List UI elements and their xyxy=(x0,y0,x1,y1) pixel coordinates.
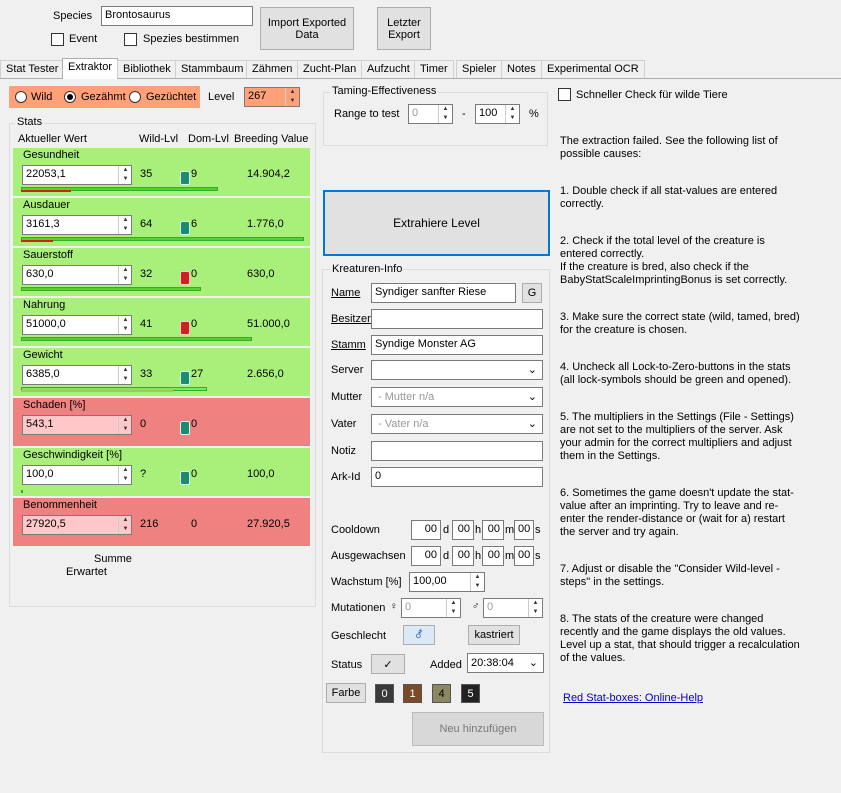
tab-stat-tester[interactable]: Stat Tester xyxy=(0,60,64,78)
stat-breeding-value: 100,0 xyxy=(247,468,275,480)
stat-spinner[interactable]: ▲ ▼ xyxy=(118,166,132,184)
stat-row-stamina xyxy=(13,198,310,246)
added-datetime[interactable] xyxy=(467,653,544,673)
stats-group-title: Stats xyxy=(17,116,43,128)
stat-name: Benommenheit xyxy=(23,499,97,511)
range-to-spinner[interactable]: ▲ ▼ xyxy=(505,105,519,123)
help-step-3: 3. Make sure the correct state (wild, tamed, bred) for the creature is chosen. xyxy=(560,311,800,336)
tamed-radio[interactable] xyxy=(64,91,76,103)
taming-group-title: Taming-Effectiveness xyxy=(332,85,437,97)
sex-label: Geschlecht xyxy=(331,630,387,642)
cooldown-seconds[interactable]: 00 xyxy=(514,520,534,540)
help-step-5: 5. The multipliers in the Settings (File - Settings) are not set to the multipliers of the server. Ask your admin for the correct multipliers and adjust them in the Settings. xyxy=(560,411,794,462)
name-label[interactable]: Name xyxy=(331,287,361,299)
quick-check-label: Schneller Check für wilde Tiere xyxy=(576,89,728,101)
grown-days[interactable]: 00 xyxy=(411,546,441,566)
stat-value-input[interactable]: 543,1 xyxy=(22,415,132,435)
stat-value-input[interactable]: 630,0 xyxy=(22,265,132,285)
minutes-unit: m xyxy=(505,524,515,536)
color-button[interactable]: Farbe xyxy=(326,683,366,703)
range-from-input[interactable]: 0 xyxy=(408,104,453,124)
stat-name: Gewicht xyxy=(23,349,63,361)
lock-open-icon[interactable] xyxy=(180,171,190,185)
mutations-mother-spinner[interactable]: ▲ ▼ xyxy=(446,599,460,617)
help-step-4: 4. Uncheck all Lock-to-Zero-buttons in the stats (all lock-symbols should be green and opened). xyxy=(560,361,792,386)
grown-hours[interactable]: 00 xyxy=(452,546,474,566)
generate-name-button[interactable]: G xyxy=(522,283,542,303)
tab-notes[interactable]: Notes xyxy=(501,60,542,78)
online-help-link[interactable]: Red Stat-boxes: Online-Help xyxy=(563,692,704,704)
stat-row-damage xyxy=(13,398,310,446)
stat-value-input[interactable]: 100,0 xyxy=(22,465,132,485)
note-label: Notiz xyxy=(331,445,357,457)
col-wild-header: Wild-Lvl xyxy=(139,133,179,145)
tab-breeding-plan[interactable]: Zucht-Plan xyxy=(297,60,362,78)
mode-radio-group xyxy=(9,86,200,108)
stat-wild-level: 41 xyxy=(140,318,153,330)
stat-name: Geschwindigkeit [%] xyxy=(23,449,123,461)
stat-wild-level: 216 xyxy=(140,518,159,530)
stat-value-input[interactable]: 3161,3 xyxy=(22,215,132,235)
chevron-down-icon: ⌄ xyxy=(527,418,537,430)
tab-timer[interactable]: Timer xyxy=(414,60,454,78)
cooldown-days[interactable]: 00 xyxy=(411,520,441,540)
range-dash: - xyxy=(462,108,466,120)
help-step-8: 8. The stats of the creature were changed recently and the game displays the old values. Level up a stat, that should trigger a recalculation of the values. xyxy=(560,613,800,664)
stat-value-input[interactable]: 27920,5 xyxy=(22,515,132,535)
arkid-input[interactable]: 0 xyxy=(371,467,543,487)
stat-value-input[interactable]: 22053,1 xyxy=(22,165,132,185)
help-step-7: 7. Adjust or disable the "Consider Wild-level - steps" in the settings. xyxy=(560,563,780,588)
stat-breeding-value: 51.000,0 xyxy=(247,318,290,330)
stat-row-speed xyxy=(13,448,310,496)
added-value: 20:38:04 xyxy=(471,657,514,669)
tab-players[interactable]: Spieler xyxy=(456,60,502,78)
grown-seconds[interactable]: 00 xyxy=(514,546,534,566)
bred-label: Gezüchtet xyxy=(146,91,197,103)
tab-pedigree[interactable]: Stammbaum xyxy=(175,60,249,78)
lock-open-icon[interactable] xyxy=(180,371,190,385)
server-label: Server xyxy=(331,364,364,376)
seconds-unit: s xyxy=(535,524,541,536)
gender-icon: ⚦ xyxy=(414,629,424,641)
stat-dom-level: 0 xyxy=(191,268,198,280)
cooldown-hours[interactable]: 00 xyxy=(452,520,474,540)
stat-dom-level: 6 xyxy=(191,218,198,230)
help-step-2: 2. Check if the total level of the creature is entered correctly. If the creature is bred, also check if the BabyStatScaleImprintingBonus is set correctly. xyxy=(560,235,788,286)
tribe-label[interactable]: Stamm xyxy=(331,339,366,351)
stat-name: Gesundheit xyxy=(23,149,80,161)
last-export-button[interactable]: Letzter Export xyxy=(377,7,431,50)
range-pct: % xyxy=(529,108,539,120)
stat-value-input[interactable]: 51000,0 xyxy=(22,315,132,335)
stat-dom-level: 0 xyxy=(191,518,198,530)
added-label: Added xyxy=(430,659,462,671)
species-input[interactable]: Brontosaurus xyxy=(101,6,253,26)
stat-bar-dom xyxy=(21,390,173,392)
stat-dom-level: 27 xyxy=(191,368,204,380)
creature-info-title: Kreaturen-Info xyxy=(332,263,403,275)
tamed-label: Gezähmt xyxy=(81,91,126,103)
mutations-mother-input[interactable]: 0 xyxy=(401,598,461,618)
level-spinner[interactable]: ▲ ▼ xyxy=(285,88,299,106)
stat-spinner[interactable]: ▲ ▼ xyxy=(118,216,132,234)
color-region-4[interactable]: 4 xyxy=(432,684,451,703)
owner-label[interactable]: Besitzer xyxy=(331,313,371,325)
stat-row-weight xyxy=(13,348,310,396)
wild-label: Wild xyxy=(31,91,53,103)
lock-closed-icon[interactable] xyxy=(180,271,190,285)
stat-dom-level: 0 xyxy=(191,468,198,480)
tab-strip-line xyxy=(0,78,841,79)
color-region-5[interactable]: 5 xyxy=(461,684,480,703)
species-detect-label: Spezies bestimmen xyxy=(143,33,239,45)
female-icon: ♀ xyxy=(390,601,398,612)
chevron-down-icon: ⌄ xyxy=(527,364,537,376)
bred-radio[interactable] xyxy=(129,91,141,103)
stat-dom-level: 0 xyxy=(191,418,198,430)
color-region-0[interactable]: 0 xyxy=(375,684,394,703)
stat-wild-level: 0 xyxy=(140,418,147,430)
mother-select[interactable] xyxy=(371,387,543,407)
stat-name: Sauerstoff xyxy=(23,249,73,261)
stat-row-health xyxy=(13,148,310,196)
cooldown-label: Cooldown xyxy=(331,524,380,536)
note-input[interactable] xyxy=(371,441,543,461)
col-current-header: Aktueller Wert xyxy=(18,133,87,145)
stat-bar-wild xyxy=(21,337,252,341)
tab-library[interactable]: Bibliothek xyxy=(117,60,177,78)
arkid-label: Ark-Id xyxy=(331,471,361,483)
range-label: Range to test xyxy=(334,108,400,120)
lock-open-icon[interactable] xyxy=(180,421,190,435)
status-button[interactable]: ✓ xyxy=(371,654,405,674)
help-step-1: 1. Double check if all stat-values are entered correctly. xyxy=(560,185,778,210)
stat-wild-level: 64 xyxy=(140,218,153,230)
range-to-input[interactable]: 100 xyxy=(475,104,520,124)
tab-raising[interactable]: Aufzucht xyxy=(361,60,416,78)
stat-name: Nahrung xyxy=(23,299,66,311)
father-label: Vater xyxy=(331,418,357,430)
help-step-6: 6. Sometimes the game doesn't update the stat-value after an imprinting. Try to leave and re-enter the render-distance or (wait for a) restart the server and try again. xyxy=(560,487,794,538)
level-label: Level xyxy=(208,91,235,103)
extraction-help-text xyxy=(560,123,800,689)
stat-dom-level: 0 xyxy=(191,318,198,330)
range-from-spinner[interactable]: ▲ ▼ xyxy=(438,105,452,123)
cooldown-minutes[interactable]: 00 xyxy=(482,520,504,540)
stat-spinner[interactable]: ▲ ▼ xyxy=(118,416,132,434)
stat-name: Schaden [%] xyxy=(23,399,86,411)
species-label: Species xyxy=(53,10,93,22)
seconds-unit: s xyxy=(535,550,541,562)
father-placeholder: - Vater n/a xyxy=(378,418,429,430)
stat-name: Ausdauer xyxy=(23,199,71,211)
stat-spinner[interactable]: ▲ ▼ xyxy=(118,266,132,284)
name-input[interactable]: Syndiger sanfter Riese xyxy=(371,283,516,303)
hours-unit: h xyxy=(475,550,482,562)
mother-label: Mutter xyxy=(331,391,363,403)
grown-minutes[interactable]: 00 xyxy=(482,546,504,566)
mutations-label: Mutationen xyxy=(331,602,386,614)
stat-breeding-value: 2.656,0 xyxy=(247,368,284,380)
stat-row-oxygen xyxy=(13,248,310,296)
stat-wild-level: 32 xyxy=(140,268,153,280)
stat-value-input[interactable]: 6385,0 xyxy=(22,365,132,385)
mother-placeholder: - Mutter n/a xyxy=(378,391,435,403)
expected-label: Erwartet xyxy=(66,566,107,578)
color-region-1[interactable]: 1 xyxy=(403,684,422,703)
stat-row-food xyxy=(13,298,310,346)
stat-spinner[interactable]: ▲ ▼ xyxy=(118,516,132,534)
male-icon: ♂ xyxy=(472,601,480,612)
help-intro: The extraction failed. See the following list of possible causes: xyxy=(560,135,778,160)
tab-taming[interactable]: Zähmen xyxy=(246,60,298,78)
mutations-father-spinner[interactable]: ▲ ▼ xyxy=(528,599,542,617)
tab-extractor[interactable]: Extraktor xyxy=(62,58,118,79)
level-input[interactable]: 267 xyxy=(244,87,300,107)
col-breed-header: Breeding Value xyxy=(234,133,309,145)
stat-breeding-value: 14.904,2 xyxy=(247,168,290,180)
sex-button[interactable] xyxy=(403,625,435,645)
stat-row-torpor xyxy=(13,498,310,546)
stat-dom-level: 9 xyxy=(191,168,198,180)
days-unit: d xyxy=(443,524,450,536)
quick-check-checkbox[interactable] xyxy=(558,88,571,101)
owner-input[interactable] xyxy=(371,309,543,329)
father-select[interactable] xyxy=(371,414,543,434)
stat-bar-wild xyxy=(21,287,201,291)
add-new-button[interactable]: Neu hinzufügen xyxy=(412,712,544,746)
minutes-unit: m xyxy=(505,550,515,562)
growth-label: Wachstum [%] xyxy=(331,576,402,588)
grown-label: Ausgewachsen xyxy=(331,550,406,562)
lock-open-icon[interactable] xyxy=(180,221,190,235)
stat-bar-wild xyxy=(21,490,23,493)
col-dom-header: Dom-Lvl xyxy=(188,133,229,145)
stat-spinner[interactable]: ▲ ▼ xyxy=(118,316,132,334)
species-detect-checkbox[interactable] xyxy=(124,33,137,46)
server-select[interactable] xyxy=(371,360,543,380)
tribe-input[interactable]: Syndige Monster AG xyxy=(371,335,543,355)
stat-wild-level: 35 xyxy=(140,168,153,180)
chevron-down-icon: ⌄ xyxy=(527,391,537,403)
status-label: Status xyxy=(331,659,363,671)
chevron-down-icon: ⌄ xyxy=(528,657,538,669)
stat-bar-wild xyxy=(21,237,304,241)
growth-input[interactable]: 100,00 xyxy=(409,572,485,592)
stat-wild-level: 33 xyxy=(140,368,153,380)
stat-bar-dom xyxy=(21,240,53,242)
stat-spinner[interactable]: ▲ ▼ xyxy=(118,466,132,484)
import-exported-button[interactable]: Import Exported Data xyxy=(260,7,354,50)
stat-breeding-value: 630,0 xyxy=(247,268,275,280)
neutered-button[interactable]: kastriert xyxy=(468,625,520,645)
stat-breeding-value: 1.776,0 xyxy=(247,218,284,230)
extract-level-button[interactable]: Extrahiere Level xyxy=(323,190,550,256)
mutations-father-input[interactable]: 0 xyxy=(483,598,543,618)
hours-unit: h xyxy=(475,524,482,536)
event-checkbox[interactable] xyxy=(51,33,64,46)
stat-bar-dom xyxy=(21,190,71,192)
lock-open-icon[interactable] xyxy=(180,471,190,485)
growth-spinner[interactable]: ▲ ▼ xyxy=(470,573,484,591)
tab-experimental-ocr[interactable]: Experimental OCR xyxy=(541,60,645,78)
days-unit: d xyxy=(443,550,450,562)
wild-radio[interactable] xyxy=(15,91,27,103)
event-label: Event xyxy=(69,33,98,45)
sum-label: Summe xyxy=(94,553,132,565)
lock-closed-icon[interactable] xyxy=(180,321,190,335)
stat-spinner[interactable]: ▲ ▼ xyxy=(118,366,132,384)
stat-breeding-value: 27.920,5 xyxy=(247,518,290,530)
stat-wild-level: ? xyxy=(140,468,147,480)
